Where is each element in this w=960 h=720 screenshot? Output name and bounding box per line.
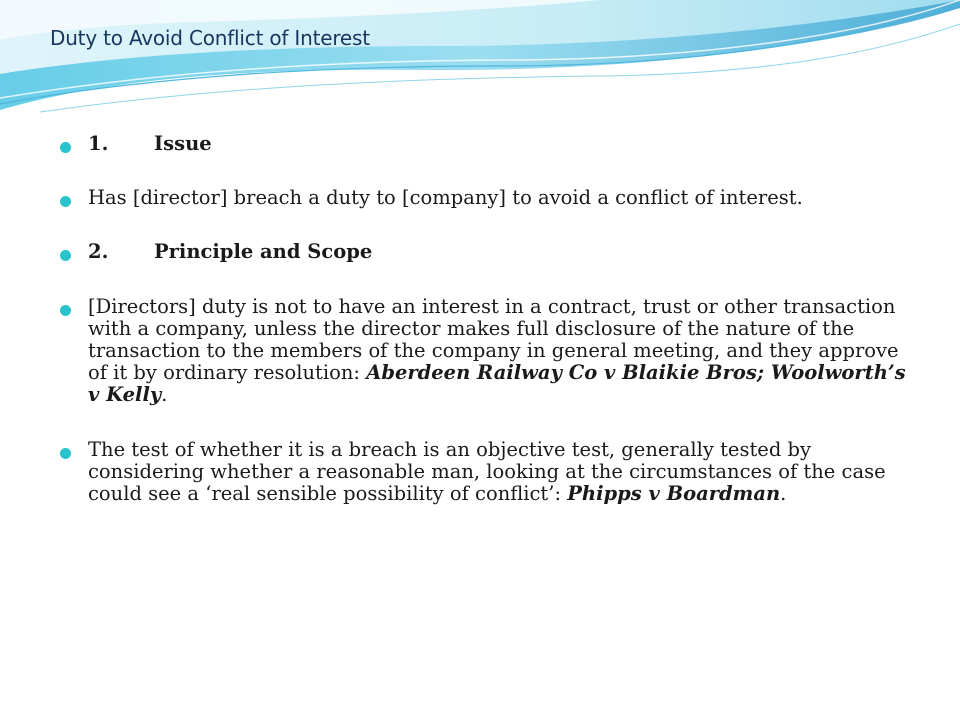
paragraph-text: [Directors] duty is not to have an interest in a contract, trust or other transaction with a company, unless the director makes full disclosure of the nature of the transaction to the members of the company in general meeting, and they approve of it by ordinary resolution: (88, 295, 899, 384)
section-heading: Issue (154, 132, 212, 155)
bullet-dot-icon (60, 448, 71, 459)
bullet-item-test-text (60, 439, 910, 505)
section-number: 1. (88, 132, 109, 155)
paragraph-text: The test of whether it is a breach is an objective test, generally tested by considering whether a reasonable man, looking at the circumstances of the case could see a ‘real sensible possibility of conflict’: (88, 438, 886, 505)
slide-title: Duty to Avoid Conflict of Interest (50, 26, 370, 50)
case-citation: Aberdeen Railway Co v Blaikie Bros; Woolworth’s v Kelly (88, 361, 906, 406)
bullet-text: Has [director] breach a duty to [company] to avoid a conflict of interest. (88, 186, 803, 209)
bullet-text (88, 241, 910, 263)
paragraph-tail: . (161, 383, 168, 406)
bullet-item-principle-text (60, 296, 910, 406)
bullet-list (60, 133, 910, 505)
bullet-text (88, 439, 910, 505)
header-wave-decoration (0, 0, 960, 130)
case-citation: Phipps v Boardman (567, 482, 781, 505)
section-number: 2. (88, 240, 109, 263)
bullet-item-issue-heading (60, 133, 910, 155)
bullet-dot-icon (60, 305, 71, 316)
bullet-item-issue-text (60, 187, 910, 209)
bullet-dot-icon (60, 196, 71, 207)
paragraph-tail: . (780, 482, 787, 505)
bullet-dot-icon (60, 250, 71, 261)
bullet-item-principle-heading (60, 241, 910, 263)
bullet-text (88, 133, 910, 155)
section-heading: Principle and Scope (154, 240, 373, 263)
bullet-text (88, 296, 910, 406)
bullet-dot-icon (60, 142, 71, 153)
